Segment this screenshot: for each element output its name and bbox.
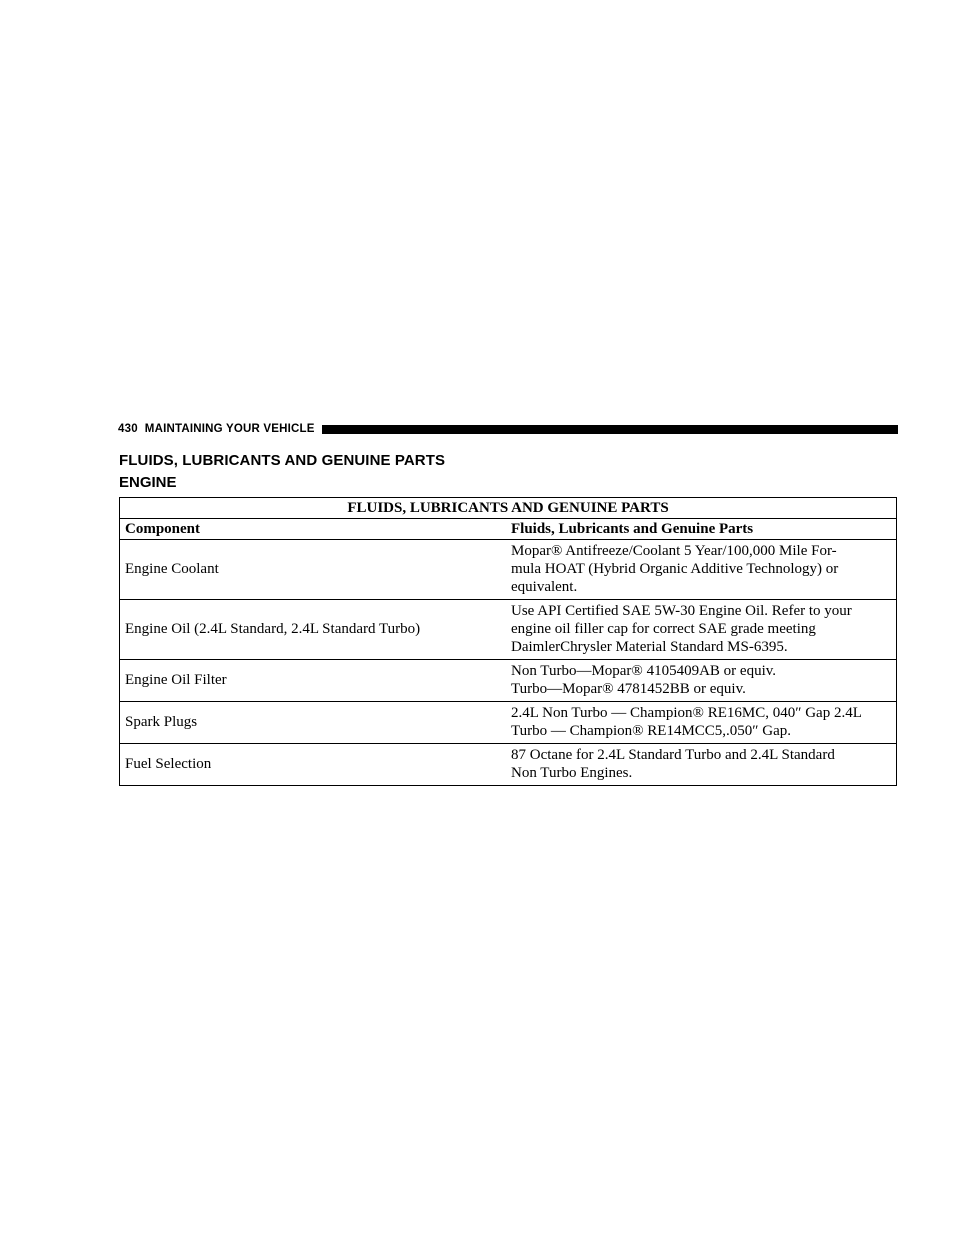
cell-line: Mopar® Antifreeze/Coolant 5 Year/100,000 Mile For- bbox=[511, 543, 837, 559]
cell-line: 87 Octane for 2.4L Standard Turbo and 2.4L Standard bbox=[511, 747, 835, 763]
table-header-row bbox=[120, 519, 897, 540]
fluids-cell bbox=[506, 702, 897, 744]
cell-line: Non Turbo—Mopar® 4105409AB or equiv. bbox=[511, 663, 777, 679]
component-cell: Spark Plugs bbox=[120, 702, 507, 744]
table-row bbox=[120, 600, 897, 660]
fluids-cell bbox=[506, 744, 897, 786]
cell-line: Turbo — Champion® RE14MCC5,.050″ Gap. bbox=[511, 723, 792, 739]
section-name: MAINTAINING YOUR VEHICLE bbox=[144, 423, 315, 435]
table-row bbox=[120, 744, 897, 786]
cell-line: equivalent. bbox=[511, 579, 578, 595]
component-cell: Engine Coolant bbox=[120, 540, 507, 600]
running-header bbox=[118, 422, 898, 436]
fluids-cell bbox=[506, 600, 897, 660]
fluids-cell bbox=[506, 660, 897, 702]
table-row bbox=[120, 660, 897, 702]
cell-line: engine oil filler cap for correct SAE grade meeting bbox=[511, 621, 816, 637]
cell-line: mula HOAT (Hybrid Organic Additive Technology) or bbox=[511, 561, 839, 577]
cell-line: 2.4L Non Turbo — Champion® RE16MC, 040″ Gap 2.4L bbox=[511, 705, 862, 721]
fluids-table bbox=[119, 497, 897, 786]
table-row bbox=[120, 702, 897, 744]
cell-line: DaimlerChrysler Material Standard MS-6395. bbox=[511, 639, 788, 655]
cell-line: Use API Certified SAE 5W-30 Engine Oil. Refer to your bbox=[511, 603, 852, 619]
table-caption: FLUIDS, LUBRICANTS AND GENUINE PARTS bbox=[120, 498, 897, 519]
fluids-cell bbox=[506, 540, 897, 600]
table-caption-row bbox=[120, 498, 897, 519]
component-cell: Engine Oil (2.4L Standard, 2.4L Standard Turbo) bbox=[120, 600, 507, 660]
cell-line: Non Turbo Engines. bbox=[511, 765, 633, 781]
component-cell: Engine Oil Filter bbox=[120, 660, 507, 702]
column-header-component: Component bbox=[120, 519, 507, 540]
page-title: FLUIDS, LUBRICANTS AND GENUINE PARTS bbox=[119, 452, 446, 469]
table-row bbox=[120, 540, 897, 600]
page-number: 430 bbox=[118, 423, 138, 435]
section-subtitle: ENGINE bbox=[119, 474, 177, 491]
header-rule bbox=[322, 425, 898, 434]
column-header-fluids: Fluids, Lubricants and Genuine Parts bbox=[506, 519, 897, 540]
component-cell: Fuel Selection bbox=[120, 744, 507, 786]
cell-line: Turbo—Mopar® 4781452BB or equiv. bbox=[511, 681, 746, 697]
